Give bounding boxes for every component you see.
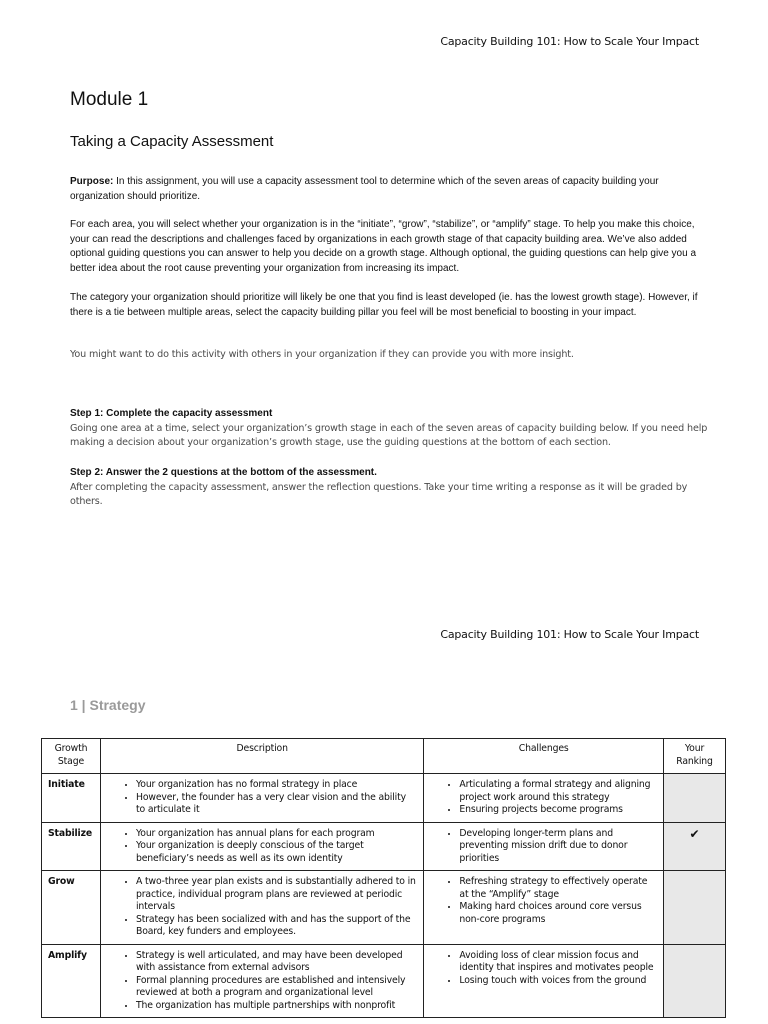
purpose-label: Purpose:	[70, 176, 114, 187]
description-list	[102, 946, 422, 1017]
description-cell	[100, 871, 423, 945]
challenges-item: • Avoiding loss of clear mission focus and identity that inspires and motivates people	[459, 950, 656, 975]
description-item: • Formal planning procedures are established and intensively reviewed at both a program and organizational level	[136, 975, 416, 1000]
description-item: • Your organization is deeply conscious of the target beneficiary’s needs as well as its own identity	[136, 840, 416, 865]
description-item: • Strategy has been socialized with and has the support of the Board, key funders and employees.	[136, 914, 416, 939]
challenges-cell	[424, 774, 664, 823]
description-item: • However, the founder has a very clear vision and the ability to articulate it	[136, 792, 416, 817]
module-subtitle: Taking a Capacity Assessment	[70, 133, 274, 150]
growth-stage-cell: Grow	[42, 871, 101, 945]
step-1-text: Going one area at a time, select your organization’s growth stage in each of the seven areas of capacity building below. If you need help making a decision about your organization’s growth stage, use the guiding questions at the bottom of each section.	[70, 422, 708, 448]
challenges-cell	[424, 944, 664, 1018]
page-header-title: Capacity Building 101: How to Scale Your Impact	[440, 35, 699, 48]
challenges-cell	[424, 822, 664, 871]
step-1	[70, 407, 710, 451]
table-row	[42, 774, 726, 823]
growth-stage-cell: Stabilize	[42, 822, 101, 871]
ranking-cell[interactable]	[664, 822, 726, 871]
section-title: 1 | Strategy	[70, 697, 146, 713]
challenges-list	[425, 946, 662, 992]
purpose-text: In this assignment, you will use a capacity assessment tool to determine which of the seven areas of capacity building your organization should prioritize.	[70, 176, 659, 202]
growth-stage-cell: Initiate	[42, 774, 101, 823]
table-row	[42, 944, 726, 1018]
challenges-list	[425, 775, 662, 821]
step-2	[70, 466, 710, 510]
growth-stage-cell: Amplify	[42, 944, 101, 1018]
page-header-title-2: Capacity Building 101: How to Scale Your Impact	[440, 628, 699, 641]
challenges-item: • Ensuring projects become programs	[459, 804, 656, 817]
challenges-item: • Articulating a formal strategy and aligning project work around this strategy	[459, 779, 656, 804]
purpose-paragraph	[70, 175, 710, 204]
ranking-cell[interactable]	[664, 944, 726, 1018]
description-item: • Your organization has no formal strategy in place	[136, 779, 416, 792]
capacity-assessment-table	[41, 738, 726, 1018]
step-2-text: After completing the capacity assessment, answer the reflection questions. Take your time writing a response as it will be graded by others.	[70, 481, 688, 507]
description-list	[102, 872, 422, 943]
checkmark-icon: ✔	[689, 826, 700, 841]
each-area-paragraph: For each area, you will select whether your organization is in the “initiate”, “grow”, “stabilize”, or “amplify” stage. To help you make this choice, your can read the descriptions and challenges faced by organizations in each growth stage of that capacity building area. We’ve also added optional guiding questions you can answer to help you decide on a growth stage. Although optional, the guiding questions can help give you a better idea about the root cause preventing your organization from increasing its impact.	[70, 219, 697, 274]
description-item: • Your organization has annual plans for each program	[136, 828, 416, 841]
challenges-item: • Losing touch with voices from the ground	[459, 975, 656, 988]
table-row	[42, 822, 726, 871]
header-challenges: Challenges	[424, 739, 664, 774]
ranking-cell[interactable]	[664, 871, 726, 945]
description-cell	[100, 774, 423, 823]
challenges-item: • Developing longer-term plans and preventing mission drift due to donor priorities	[459, 828, 656, 866]
challenges-cell	[424, 871, 664, 945]
step-2-title: Step 2: Answer the 2 questions at the bottom of the assessment.	[70, 467, 377, 478]
challenges-item: • Making hard choices around core versus non-core programs	[459, 901, 656, 926]
description-cell	[100, 944, 423, 1018]
header-growth-stage: Growth Stage	[42, 739, 101, 774]
header-description: Description	[100, 739, 423, 774]
header-your-ranking: Your Ranking	[664, 739, 726, 774]
step-1-title: Step 1: Complete the capacity assessment	[70, 408, 273, 419]
description-list	[102, 824, 422, 870]
description-item: • The organization has multiple partnerships with nonprofit	[136, 1000, 416, 1013]
description-item: • A two-three year plan exists and is substantially adhered to in practice, individual program plans are reviewed at periodic intervals	[136, 876, 416, 914]
module-title: Module 1	[70, 89, 149, 110]
description-list	[102, 775, 422, 821]
table-header-row	[42, 739, 726, 774]
description-cell	[100, 822, 423, 871]
challenges-list	[425, 872, 662, 930]
table-row	[42, 871, 726, 945]
category-paragraph: The category your organization should prioritize will likely be one that you find is least developed (ie. has the lowest growth stage). However, if there is a tie between multiple areas, select the capacity building pillar you feel will be most beneficial to boosting in your impact.	[70, 292, 698, 318]
description-item: • Strategy is well articulated, and may have been developed with assistance from external advisors	[136, 950, 416, 975]
challenges-list	[425, 824, 662, 870]
collaboration-note: You might want to do this activity with others in your organization if they can provide you with more insight.	[70, 349, 574, 360]
ranking-cell[interactable]	[664, 774, 726, 823]
challenges-item: • Refreshing strategy to effectively operate at the “Amplify” stage	[459, 876, 656, 901]
